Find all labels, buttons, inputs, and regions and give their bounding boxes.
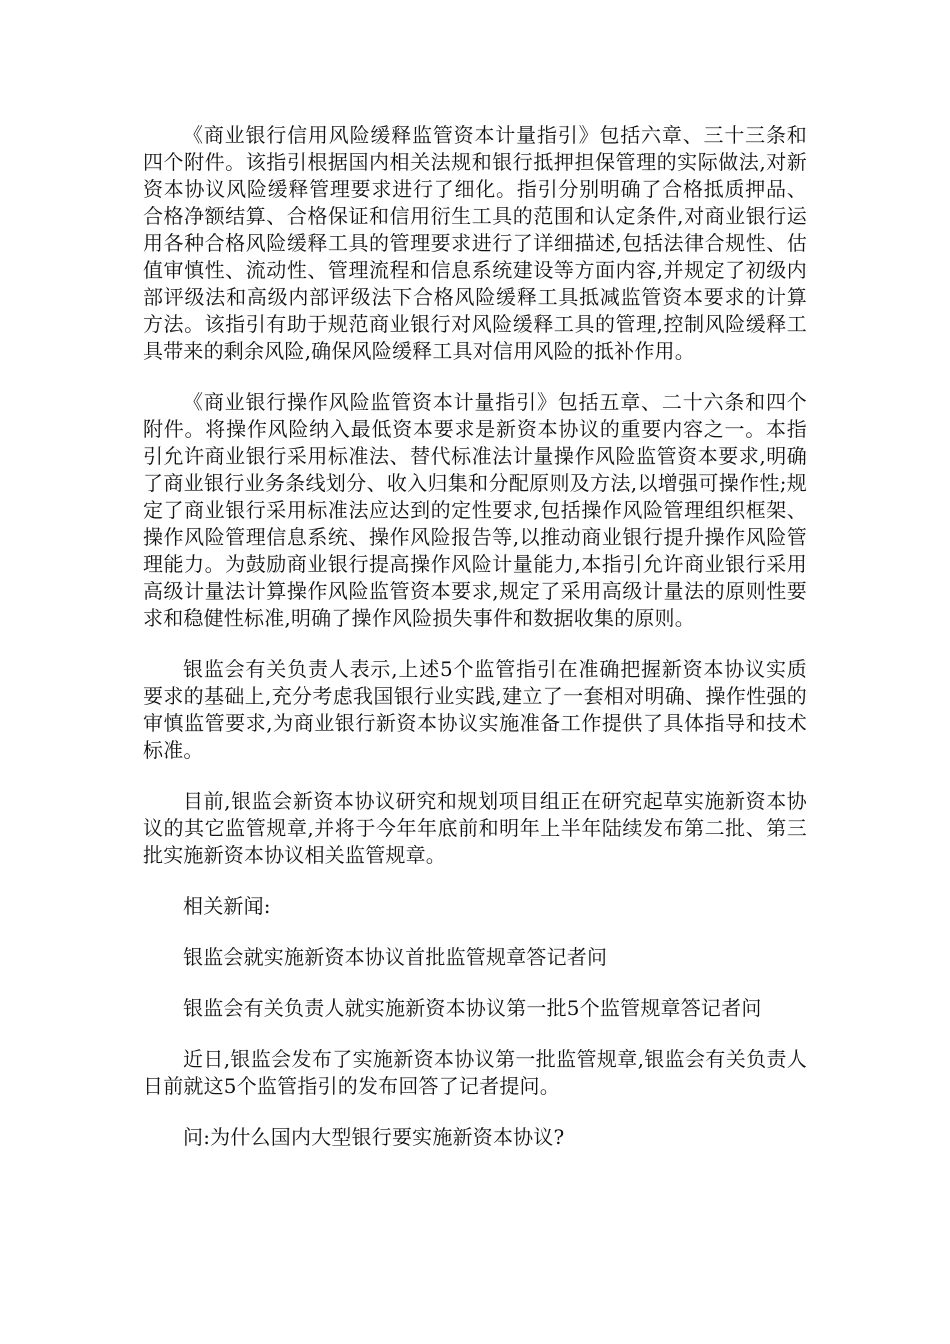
related-news-heading: 相关新闻: bbox=[183, 894, 271, 918]
document-body bbox=[143, 122, 807, 1175]
related-news-item-1: 银监会就实施新资本协议首批监管规章答记者问 bbox=[183, 945, 608, 969]
paragraph-official-statement: 银监会有关负责人表示,上述5个监管指引在准确把握新资本协议实质要求的基础上,充分考虑我国银行业实践,建立了一套相对明确、操作性强的审慎监管要求,为商业银行新资本协议实施准备工作提供了具体指导和技术标准。 bbox=[143, 657, 807, 762]
paragraph-operational-risk: 《商业银行操作风险监管资本计量指引》包括五章、二十六条和四个附件。将操作风险纳入最低资本要求是新资本协议的重要内容之一。本指引允许商业银行采用标准法、替代标准法计量操作风险监管资本要求,明确了商业银行业务条线划分、收入归集和分配原则及方法,以增强可操作性;规定了商业银行采用标准法应达到的定性要求,包括操作风险管理组织框架、操作风险管理信息系统、操作风险报告等,以推动商业银行提升操作风险管理能力。为鼓励商业银行提高操作风险计量能力,本指引允许商业银行采用高级计量法计算操作风险监管资本要求,规定了采用高级计量法的原则性要求和稳健性标准,明确了操作风险损失事件和数据收集的原则。 bbox=[143, 390, 807, 630]
paragraph-future-plans: 目前,银监会新资本协议研究和规划项目组正在研究起草实施新资本协议的其它监管规章,并将于今年年底前和明年上半年陆续发布第二批、第三批实施新资本协议相关监管规章。 bbox=[143, 789, 807, 867]
paragraph-interview-intro: 近日,银监会发布了实施新资本协议第一批监管规章,银监会有关负责人日前就这5个监管指引的发布回答了记者提问。 bbox=[143, 1047, 807, 1098]
paragraph-question: 问:为什么国内大型银行要实施新资本协议? bbox=[183, 1125, 565, 1149]
paragraph-credit-risk-mitigation: 《商业银行信用风险缓释监管资本计量指引》包括六章、三十三条和四个附件。该指引根据国内相关法规和银行抵押担保管理的实际做法,对新资本协议风险缓释管理要求进行了细化。指引分别明确了合格抵质押品、合格净额结算、合格保证和信用衍生工具的范围和认定条件,对商业银行运用各种合格风险缓释工具的管理要求进行了详细描述,包括法律合规性、估值审慎性、流动性、管理流程和信息系统建设等方面内容,并规定了初级内部评级法和高级内部评级法下合格风险缓释工具抵减监管资本要求的计算方法。该指引有助于规范商业银行对风险缓释工具的管理,控制风险缓释工具带来的剩余风险,确保风险缓释工具对信用风险的抵补作用。 bbox=[143, 123, 807, 363]
related-news-item-2: 银监会有关负责人就实施新资本协议第一批5个监管规章答记者问 bbox=[183, 996, 762, 1020]
